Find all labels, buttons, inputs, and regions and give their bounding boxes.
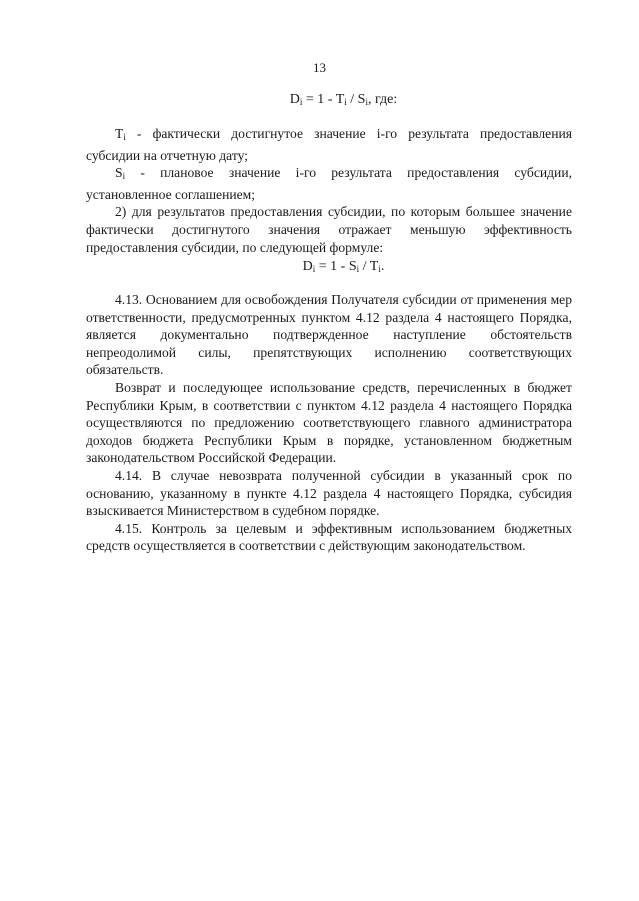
formula-di-2: [24, 259, 639, 275]
paragraph-item-2: [86, 203, 572, 256]
formula-1-tail: , где:: [367, 92, 398, 107]
formula-1-d: D: [289, 92, 300, 107]
formula-1-mid2: / S: [346, 92, 366, 107]
clause-4-13: 4.13. Основанием для освобождения Получателя субсидии от применения мер ответственности, предусмотренных пунктом 4.12 раздела 4 настоящего Порядка, является документально подтвержденное наступление обстоятельств непреодолимой силы, препятствующих исполнению соответствующих обязательств.: [86, 292, 572, 378]
formula-1-t-sub: i: [344, 97, 347, 107]
ti-definition-text: - фактически достигнутое значение i-го результата предоставления субсидии на отчетную дату;: [86, 126, 572, 163]
formula-2-mid2: / T: [359, 259, 379, 274]
formula-2-mid: = 1 - S: [315, 259, 357, 274]
formula-2-s-sub: i: [356, 264, 360, 274]
ti-symbol: T: [115, 126, 124, 141]
si-definition-text: - плановое значение i-го результата предоставления субсидии, установленное соглашением;: [86, 165, 572, 202]
paragraph-si-definition: [86, 164, 572, 203]
formula-2-d-sub: i: [312, 264, 316, 274]
formula-2-tail: .: [380, 259, 385, 274]
paragraph-ti-definition: [86, 125, 572, 164]
formula-1-mid: = 1 - T: [302, 92, 345, 107]
formula-di-1: [24, 92, 639, 108]
ti-symbol-sub: i: [123, 132, 126, 142]
formula-2-d: D: [302, 259, 313, 274]
formula-2-t-sub: i: [378, 264, 381, 274]
si-symbol-sub: i: [122, 171, 126, 182]
si-symbol: S: [115, 165, 123, 181]
formula-1-d-sub: i: [299, 97, 303, 107]
clause-4-15: 4.15. Контроль за целевым и эффективным использованием бюджетных средств осуществляется в соответствии с действующим законодательством.: [86, 520, 572, 554]
clauses-block: [86, 291, 572, 555]
formula-1-s-sub: i: [365, 97, 368, 107]
definitions-block: [86, 125, 572, 256]
page-number: 13: [313, 60, 326, 75]
paragraph-refund: Возврат и последующее использование средств, перечисленных в бюджет Республики Крым, в соответствии с пунктом 4.12 раздела 4 настоящего Порядка осуществляются по предложению соответствующего главного администратора доходов бюджета Республики Крым в порядке, установленном бюджетным законодательством Российской Федерации.: [86, 379, 572, 466]
item-2-text: 2) для результатов предоставления субсидии, по которым большее значение фактически достигнутого значения отражает меньшую эффективность предоставления субсидии, по следующей формуле:: [86, 204, 572, 255]
clause-4-14: 4.14. В случае невозврата полученной субсидии в указанный срок по основанию, указанному в пункте 4.12 раздела 4 настоящего Порядка, субсидия взыскивается Министерством в судебном порядке.: [86, 467, 572, 519]
